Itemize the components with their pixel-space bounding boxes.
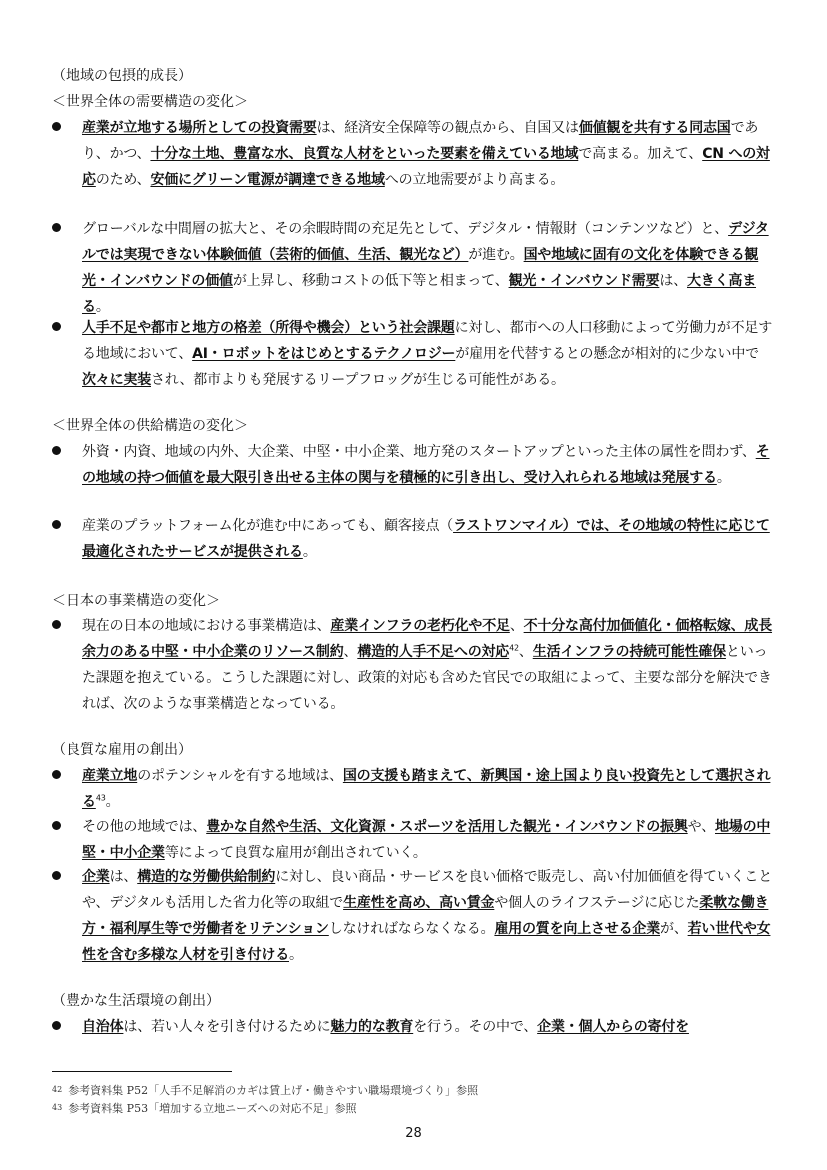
footnote-text: 参考資料集 P53「増加する立地ニーズへの対応不足」参照 [68,1102,357,1115]
subheading-global-demand: ＜世界全体の需要構造の変化＞ [52,94,248,110]
bullet-icon [52,620,61,629]
bullet-text: グローバルな中間層の拡大と、その余暇時間の充足先として、デジタル・情報財（コンテンツなど）と、デジタルでは実現できない体験価値（芸術的価値、生活、観光など）が進む。国や地域に固有の文化を体験できる観光・インバウンドの価値が上昇し、移動コストの低下等と相まって、観光・インバウンド需要は、大きく高まる。 [82,221,769,315]
bullet-item [52,216,777,320]
bullet-icon [52,446,61,455]
bullet-item [52,864,777,968]
bullet-text: 産業が立地する場所としての投資需要は、経済安全保障等の観点から、自国又は価値観を共有する同志国であり、かつ、十分な土地、豊富な水、良質な人材をといった要素を備えている地域で高まる。加えて、CN への対応のため、安価にグリーン電源が調達できる地域への立地需要がより高まる。 [82,120,770,188]
bullet-text: 外資・内資、地域の内外、大企業、中堅・中小企業、地方発のスタートアップといった主体の属性を問わず、その地域の持つ価値を最大限引き出せる主体の関与を積極的に引き出し、受け入れられる地域は発展する。 [82,444,770,486]
footnote-divider [52,1071,232,1072]
bullet-item [52,613,777,717]
footnote-number: 43 [52,1103,63,1112]
section-heading-quality-employment: （良質な雇用の創出） [52,742,192,758]
footnote-ref: 43 [95,793,106,803]
subheading-japan-business-structure: ＜日本の事業構造の変化＞ [52,593,220,609]
bullet-text: 自治体は、若い人々を引き付けるために魅力的な教育を行う。その中で、企業・個人からの寄付を [82,1019,689,1035]
footnote-text: 参考資料集 P52「人手不足解消のカギは賃上げ・働きやすい職場環境づくり」参照 [68,1084,479,1097]
bullet-icon [52,821,61,830]
bullet-icon [52,871,61,880]
bullet-text: 現在の日本の地域における事業構造は、産業インフラの老朽化や不足、不十分な高付加価値化・価格転嫁、成長余力のある中堅・中小企業のリソース制約、構造的人手不足への対応$^{42}$、生活インフラの持続可能性確保といった課題を抱えている。こうした課題に対し、政策的対応も含めた官民での取組によって、主要な部分を解決できれば、次のような事業構造となっている。 [82,618,773,712]
section-heading-living-environment: （豊かな生活環境の創出） [52,993,220,1009]
bullet-text: 人手不足や都市と地方の格差（所得や機会）という社会課題に対し、都市への人口移動によって労働力が不足する地域において、AI・ロボットをはじめとするテクノロジーが雇用を代替するとの懸念が相対的に少ない中で次々に実装され、都市よりも発展するリープフロッグが生じる可能性がある。 [82,320,773,388]
section-heading-inclusive-growth: （地域の包摂的成長） [52,68,192,84]
bullet-item [52,1014,777,1040]
footnote-number: 42 [52,1085,63,1094]
bullet-icon [52,520,61,529]
bullet-item [52,763,777,815]
footnote-ref: 42 [509,643,519,653]
bullet-item [52,115,777,193]
page-number: 28 [405,1126,422,1141]
bullet-text: 産業立地のポテンシャルを有する地域は、国の支援も踏まえて、新興国・途上国より良い投資先として選択される$^{43}$。 [82,768,771,810]
bullet-icon [52,1021,61,1030]
bullet-icon [52,122,61,131]
bullet-icon [52,223,61,232]
subheading-global-supply: ＜世界全体の供給構造の変化＞ [52,418,248,434]
footnote [52,1081,478,1099]
bullet-item [52,439,777,491]
bullet-item [52,814,777,866]
bullet-icon [52,322,61,331]
bullet-icon [52,770,61,779]
footnote [52,1099,357,1117]
bullet-text: 企業は、構造的な労働供給制約に対し、良い商品・サービスを良い価格で販売し、高い付加価値を得ていくことや、デジタルも活用した省力化等の取組で生産性を高め、高い賃金や個人のライフステージに応じた柔軟な働き方・福利厚生等で労働者をリテンションしなければならなくなる。雇用の質を向上させる企業が、若い世代や女性を含む多様な人材を引き付ける。 [82,869,773,963]
bullet-item [52,315,777,393]
bullet-text: その他の地域では、豊かな自然や生活、文化資源・スポーツを活用した観光・インバウンドの振興や、地場の中堅・中小企業等によって良質な雇用が創出されていく。 [82,819,771,861]
bullet-text: 産業のプラットフォーム化が進む中にあっても、顧客接点（ラストワンマイル）では、その地域の特性に応じて最適化されたサービスが提供される。 [82,518,770,560]
bullet-item [52,513,777,565]
